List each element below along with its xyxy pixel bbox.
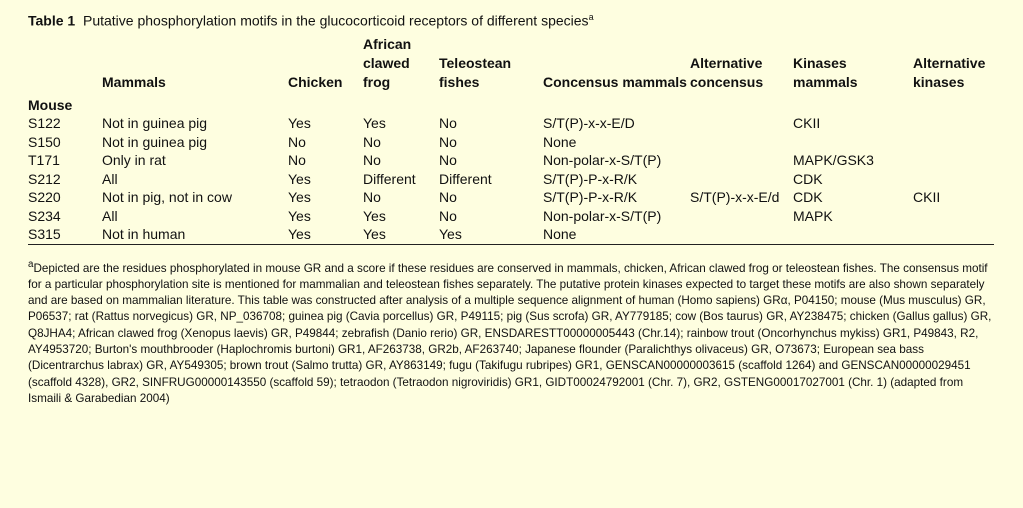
table-cell: S212: [28, 170, 61, 187]
table-cell: No: [363, 133, 381, 150]
table-cell: [913, 151, 994, 170]
phosphorylation-table: [28, 35, 994, 244]
table-title: [28, 12, 995, 29]
table-cell: CDK: [793, 189, 823, 206]
table-cell: CDK: [793, 170, 823, 187]
header-cell: Alternative kinases: [913, 54, 986, 90]
header-cell: Teleostean fishes: [439, 54, 512, 90]
table-cell: [793, 133, 913, 152]
table-cell: [690, 225, 793, 244]
table-cell: [913, 114, 994, 133]
table-cell: None: [543, 133, 577, 150]
table-cell: [690, 114, 793, 133]
table-cell: MAPK/GSK3: [793, 152, 874, 169]
header-cell: [28, 35, 102, 92]
table-caption: Putative phosphorylation motifs in the glucocorticoid receptors of different species: [82, 12, 589, 29]
table-cell: Yes: [288, 226, 311, 243]
table-row: [28, 207, 994, 226]
header-cell: Mammals: [102, 73, 166, 90]
table-cell: CKII: [913, 189, 941, 206]
table-row: [28, 114, 994, 133]
title-footnote-marker: a: [588, 12, 594, 22]
table-cell: S/T(P)-x-x-E/D: [543, 115, 635, 132]
header-cell: African clawed frog: [363, 35, 412, 90]
table-footnote: [28, 257, 996, 408]
header-cell: Chicken: [288, 73, 343, 90]
table-cell: Yes: [288, 170, 311, 187]
table-cell: All: [102, 170, 118, 187]
table-cell: S315: [28, 226, 61, 243]
table-cell: Yes: [288, 115, 311, 132]
table-cell: Not in human: [102, 226, 186, 243]
table-row: [28, 225, 994, 244]
table-header: [28, 35, 994, 92]
table-label: Table 1: [28, 12, 76, 29]
table-cell: No: [439, 207, 457, 224]
table-cell: No: [363, 152, 381, 169]
table-row: [28, 170, 994, 189]
table-cell: No: [288, 133, 306, 150]
table-row: [28, 188, 994, 207]
table-cell: Yes: [363, 207, 386, 224]
table-cell: No: [439, 152, 457, 169]
table-cell: No: [439, 115, 457, 132]
table-cell: Yes: [363, 226, 386, 243]
table-cell: MAPK: [793, 207, 833, 224]
table-cell: [913, 133, 994, 152]
header-cell: Kinases mammals: [793, 54, 858, 90]
table-cell: S122: [28, 115, 61, 132]
table-cell: No: [439, 189, 457, 206]
table-cell: CKII: [793, 115, 821, 132]
table-cell: S/T(P)-P-x-R/K: [543, 189, 638, 206]
table-cell: None: [543, 226, 577, 243]
table-cell: Different: [439, 170, 492, 187]
table-cell: S/T(P)-P-x-R/K: [543, 170, 638, 187]
header-cell: Concensus mammals: [543, 73, 687, 90]
table-cell: Non-polar-x-S/T(P): [543, 207, 662, 224]
table-cell: No: [288, 152, 306, 169]
table-cell: No: [439, 133, 457, 150]
footnote-marker: a: [28, 258, 34, 270]
table-cell: T171: [28, 152, 60, 169]
table-cell: Not in guinea pig: [102, 115, 208, 132]
table-cell: All: [102, 207, 118, 224]
table-cell: S/T(P)-x-x-E/d: [690, 189, 780, 206]
table-cell: Not in pig, not in cow: [102, 189, 232, 206]
table-body: [28, 92, 994, 244]
table-cell: Yes: [288, 207, 311, 224]
group-label: Mouse: [28, 96, 73, 113]
table-cell: Yes: [288, 189, 311, 206]
table-cell: [690, 207, 793, 226]
header-cell: Alternative concensus: [690, 54, 764, 90]
table-cell: [913, 207, 994, 226]
table-cell: Different: [363, 170, 416, 187]
table-cell: Not in guinea pig: [102, 133, 208, 150]
table-cell: S234: [28, 207, 61, 224]
table-cell: Yes: [363, 115, 386, 132]
table-bottom-rule: [28, 244, 994, 245]
table-cell: S220: [28, 189, 61, 206]
table-row: [28, 133, 994, 152]
table-cell: [690, 151, 793, 170]
table-row: [28, 151, 994, 170]
table-cell: [793, 225, 913, 244]
table-cell: [690, 133, 793, 152]
footnote-text: Depicted are the residues phosphorylated in mouse GR and a score if these residues are conserved in mammals, chicken, African clawed frog or teleostean fishes. The consensus motif for a particular phosphorylation site is mentioned for mammalian and teleostean fishes separately. The putative protein kinases expected to target these motifs are also shown separately and are based on mammalian literature. This table was constructed after analysis of a multiple sequence alignment of human (Homo sapiens) GRα, P04150; mouse (Mus musculus) GR, P06537; rat (Rattus norvegicus) GR, NP_036708; guinea pig (Cavia porcellus) GR, P49115; pig (Sus scrofa) GR, AY779185; cow (Bos taurus) GR, AY238475; chicken (Gallus gallus) GR, Q8JHA4; African clawed frog (Xenopus laevis) GR, P49844; zebrafish (Danio rerio) GR, ENSDARESTT00000005443 (Chr.14); rainbow trout (Oncorhynchus mykiss) GR1, P49843, R2, AY4953720; Burton's mouthbrooder (Haplochromis burtoni) GR1, AF263738, GR2b, AF263740; Japanese flounder (Paralichthys olivaceus) GR, O73673; European sea bass (Dicentrarchus labrax) GR, AY549305; brown trout (Salmo trutta) GR, AY863149; fugu (Takifugu rubripes) GR1, GENSCAN00000003615 (scaffold 1264) and GENSCAN00000029451 (scaffold 4328), GR2, SINFRUG00000143550 (scaffold 59); tetraodon (Tetraodon nigroviridis) GR1, GIDT00024792001 (Chr. 7), GR2, GSTENG00017027001 (Chr. 1) (adapted from Ismaili & Garabedian 2004): [28, 261, 992, 405]
table-cell: Non-polar-x-S/T(P): [543, 152, 662, 169]
table-cell: Yes: [439, 226, 462, 243]
group-row: [28, 92, 994, 115]
table-cell: [690, 170, 793, 189]
table-cell: [913, 170, 994, 189]
table-cell: No: [363, 189, 381, 206]
table-cell: Only in rat: [102, 152, 166, 169]
table-cell: S150: [28, 133, 61, 150]
table-cell: [913, 225, 994, 244]
